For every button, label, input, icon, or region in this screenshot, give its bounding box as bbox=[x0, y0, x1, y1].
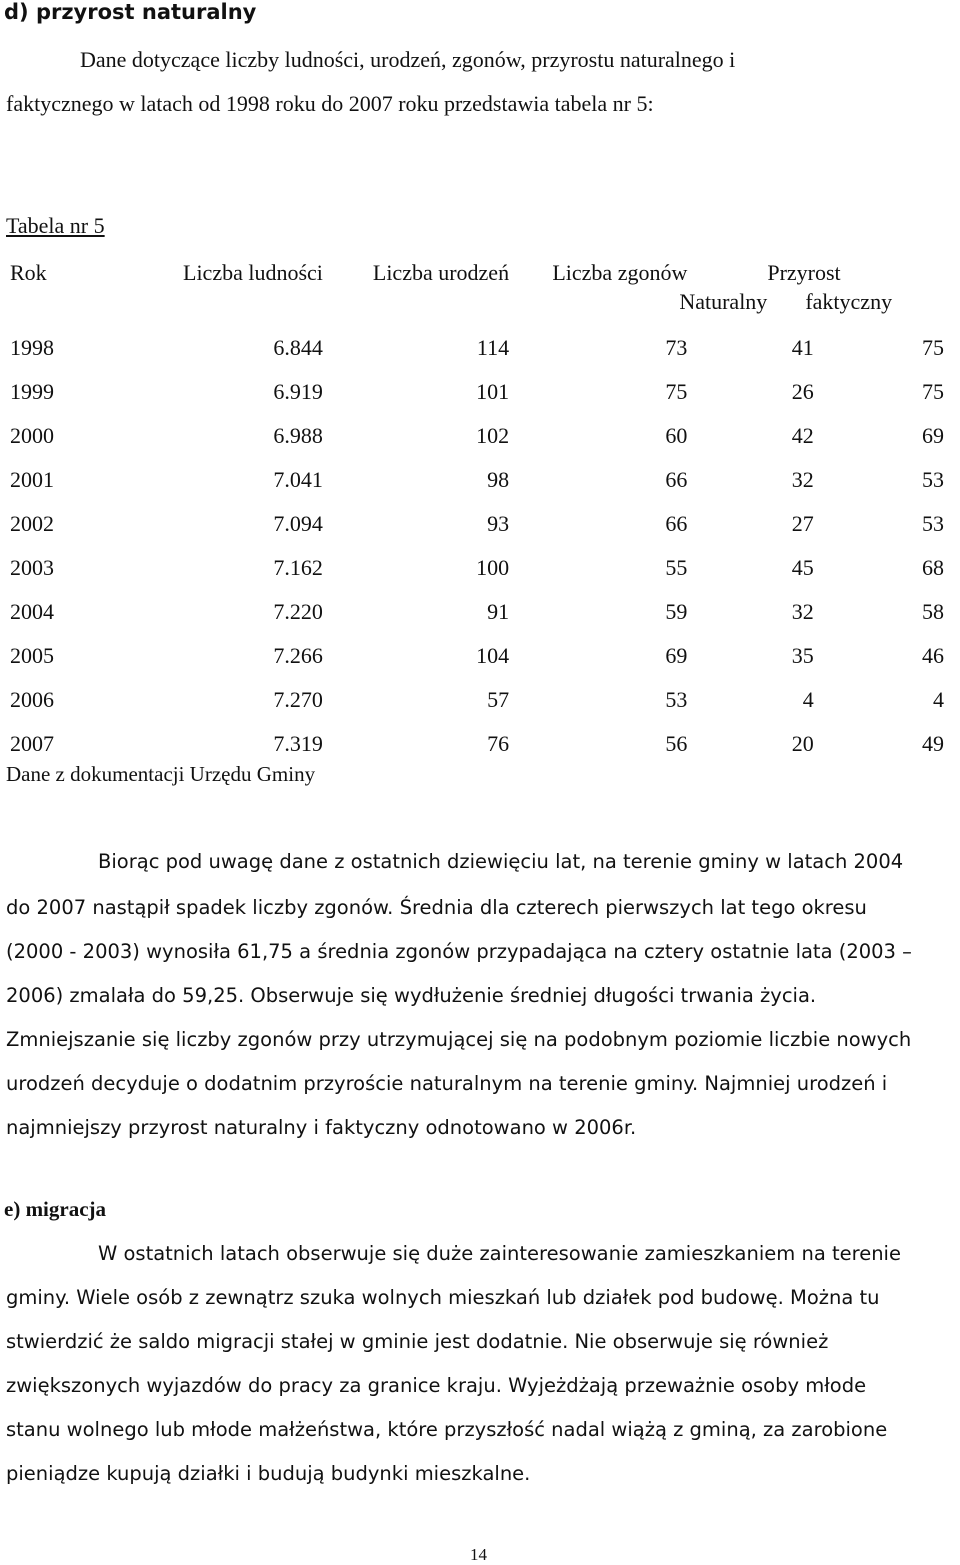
paragraph-line: do 2007 nastąpił spadek liczby zgonów. Średnia dla czterech pierwszych lat tego okresu bbox=[6, 896, 867, 919]
paragraph-line: gminy. Wiele osób z zewnątrz szuka wolnych mieszkań lub działek pod budowę. Można tu bbox=[6, 1286, 880, 1309]
cell-urodzen: 100 bbox=[476, 555, 510, 580]
cell-zgonow: 53 bbox=[665, 687, 688, 712]
cell-ludnosc: 6.988 bbox=[273, 423, 323, 448]
cell-naturalny: 32 bbox=[791, 467, 814, 492]
cell-rok: 2001 bbox=[10, 467, 54, 492]
cell-rok: 2005 bbox=[10, 643, 54, 668]
table-row bbox=[4, 370, 948, 414]
table-row bbox=[4, 722, 948, 766]
cell-ludnosc: 7.266 bbox=[273, 643, 323, 668]
cell-ludnosc: 6.844 bbox=[273, 335, 323, 360]
cell-naturalny: 45 bbox=[791, 555, 814, 580]
paragraph-line: W ostatnich latach obserwuje się duże zainteresowanie zamieszkaniem na terenie bbox=[98, 1242, 901, 1265]
table-row bbox=[4, 678, 948, 722]
cell-naturalny: 26 bbox=[791, 379, 814, 404]
cell-zgonow: 75 bbox=[665, 379, 688, 404]
paragraph-line: (2000 - 2003) wynosiła 61,75 a średnia zgonów przypadająca na cztery ostatnie lata (2003 – bbox=[6, 940, 912, 963]
paragraph-line: urodzeń decyduje o dodatnim przyroście naturalnym na terenie gminy. Najmniej urodzeń i bbox=[6, 1072, 888, 1095]
table-header-row bbox=[4, 251, 948, 326]
cell-rok: 1998 bbox=[10, 335, 54, 360]
cell-ludnosc: 7.319 bbox=[273, 731, 323, 756]
migration-paragraph bbox=[6, 1232, 956, 1502]
header-rok: Rok bbox=[10, 260, 47, 285]
analysis-paragraph bbox=[6, 840, 956, 1140]
cell-urodzen: 114 bbox=[476, 335, 510, 360]
paragraph-line: stanu wolnego lub młode małżeństwa, które przyszłość nadal wiążą z gminą, za zarobione bbox=[6, 1418, 888, 1441]
cell-faktyczny: 46 bbox=[922, 643, 944, 668]
table-row bbox=[4, 458, 948, 502]
paragraph-line: Zmniejszanie się liczby zgonów przy utrzymującej się na podobnym poziomie liczbie nowych bbox=[6, 1028, 912, 1051]
page-number: 14 bbox=[470, 1545, 487, 1564]
intro-line-2: faktycznego w latach od 1998 roku do 2007 roku przedstawia tabela nr 5: bbox=[6, 91, 654, 116]
cell-ludnosc: 7.094 bbox=[273, 511, 323, 536]
table-caption: Tabela nr 5 bbox=[6, 213, 105, 238]
section-d-heading: d) przyrost naturalny bbox=[4, 0, 257, 24]
cell-rok: 2004 bbox=[10, 599, 54, 624]
cell-urodzen: 91 bbox=[487, 599, 510, 624]
cell-faktyczny: 53 bbox=[922, 467, 944, 492]
cell-faktyczny: 75 bbox=[922, 335, 944, 360]
cell-ludnosc: 6.919 bbox=[273, 379, 323, 404]
header-urodzen: Liczba urodzeń bbox=[372, 260, 510, 285]
cell-naturalny: 35 bbox=[791, 643, 814, 668]
header-przyrost: Przyrost bbox=[767, 260, 841, 285]
cell-zgonow: 69 bbox=[665, 643, 688, 668]
cell-ludnosc: 7.162 bbox=[273, 555, 323, 580]
section-e-heading: e) migracja bbox=[4, 1197, 107, 1221]
population-table bbox=[4, 251, 948, 766]
cell-naturalny: 20 bbox=[791, 731, 814, 756]
cell-rok: 1999 bbox=[10, 379, 54, 404]
cell-urodzen: 98 bbox=[487, 467, 510, 492]
header-zgonow: Liczba zgonów bbox=[552, 260, 688, 285]
cell-urodzen: 57 bbox=[487, 687, 510, 712]
cell-rok: 2006 bbox=[10, 687, 54, 712]
cell-rok: 2003 bbox=[10, 555, 54, 580]
cell-zgonow: 66 bbox=[665, 511, 688, 536]
header-faktyczny: faktyczny bbox=[805, 289, 893, 314]
cell-faktyczny: 75 bbox=[922, 379, 944, 404]
paragraph-line: zwiększonych wyjazdów do pracy za granice kraju. Wyjeżdżają przeważnie osoby młode bbox=[6, 1374, 867, 1397]
cell-rok: 2007 bbox=[10, 731, 54, 756]
header-naturalny: Naturalny bbox=[679, 289, 768, 314]
cell-naturalny: 4 bbox=[802, 687, 814, 712]
cell-ludnosc: 7.220 bbox=[273, 599, 323, 624]
table-row bbox=[4, 414, 948, 458]
paragraph-line: najmniejszy przyrost naturalny i faktyczny odnotowano w 2006r. bbox=[6, 1116, 637, 1139]
intro-paragraph bbox=[6, 0, 956, 130]
cell-zgonow: 66 bbox=[665, 467, 688, 492]
paragraph-line: 2006) zmalała do 59,25. Obserwuje się wydłużenie średniej długości trwania życia. bbox=[6, 984, 817, 1007]
cell-naturalny: 42 bbox=[791, 423, 814, 448]
cell-urodzen: 102 bbox=[476, 423, 510, 448]
cell-zgonow: 60 bbox=[665, 423, 688, 448]
table-row bbox=[4, 502, 948, 546]
cell-naturalny: 41 bbox=[791, 335, 814, 360]
cell-zgonow: 73 bbox=[665, 335, 688, 360]
table-source: Dane z dokumentacji Urzędu Gminy bbox=[6, 762, 316, 786]
cell-zgonow: 56 bbox=[665, 731, 688, 756]
paragraph-line: pieniądze kupują działki i budują budynki mieszkalne. bbox=[6, 1462, 531, 1485]
intro-line-1: Dane dotyczące liczby ludności, urodzeń, zgonów, przyrostu naturalnego i bbox=[80, 47, 736, 72]
cell-ludnosc: 7.270 bbox=[273, 687, 323, 712]
cell-naturalny: 32 bbox=[791, 599, 814, 624]
cell-rok: 2002 bbox=[10, 511, 54, 536]
cell-urodzen: 104 bbox=[476, 643, 510, 668]
table-row bbox=[4, 546, 948, 590]
cell-zgonow: 55 bbox=[665, 555, 688, 580]
table-row bbox=[4, 634, 948, 678]
cell-naturalny: 27 bbox=[791, 511, 814, 536]
cell-faktyczny: 53 bbox=[922, 511, 944, 536]
cell-faktyczny: 49 bbox=[922, 731, 944, 756]
cell-zgonow: 59 bbox=[665, 599, 688, 624]
header-przyrost-group bbox=[679, 251, 948, 326]
table-row bbox=[4, 590, 948, 634]
cell-faktyczny: 68 bbox=[922, 555, 944, 580]
cell-faktyczny: 4 bbox=[933, 687, 944, 712]
cell-urodzen: 93 bbox=[487, 511, 510, 536]
paragraph-line: Biorąc pod uwagę dane z ostatnich dziewięciu lat, na terenie gminy w latach 2004 bbox=[98, 850, 904, 873]
paragraph-line: stwierdzić że saldo migracji stałej w gminie jest dodatnie. Nie obserwuje się również bbox=[6, 1330, 829, 1353]
cell-urodzen: 101 bbox=[476, 379, 510, 404]
cell-faktyczny: 58 bbox=[922, 599, 944, 624]
cell-ludnosc: 7.041 bbox=[273, 467, 323, 492]
cell-faktyczny: 69 bbox=[922, 423, 944, 448]
cell-rok: 2000 bbox=[10, 423, 54, 448]
table-row bbox=[4, 326, 948, 370]
header-ludnosc: Liczba ludności bbox=[183, 260, 323, 285]
cell-urodzen: 76 bbox=[487, 731, 510, 756]
